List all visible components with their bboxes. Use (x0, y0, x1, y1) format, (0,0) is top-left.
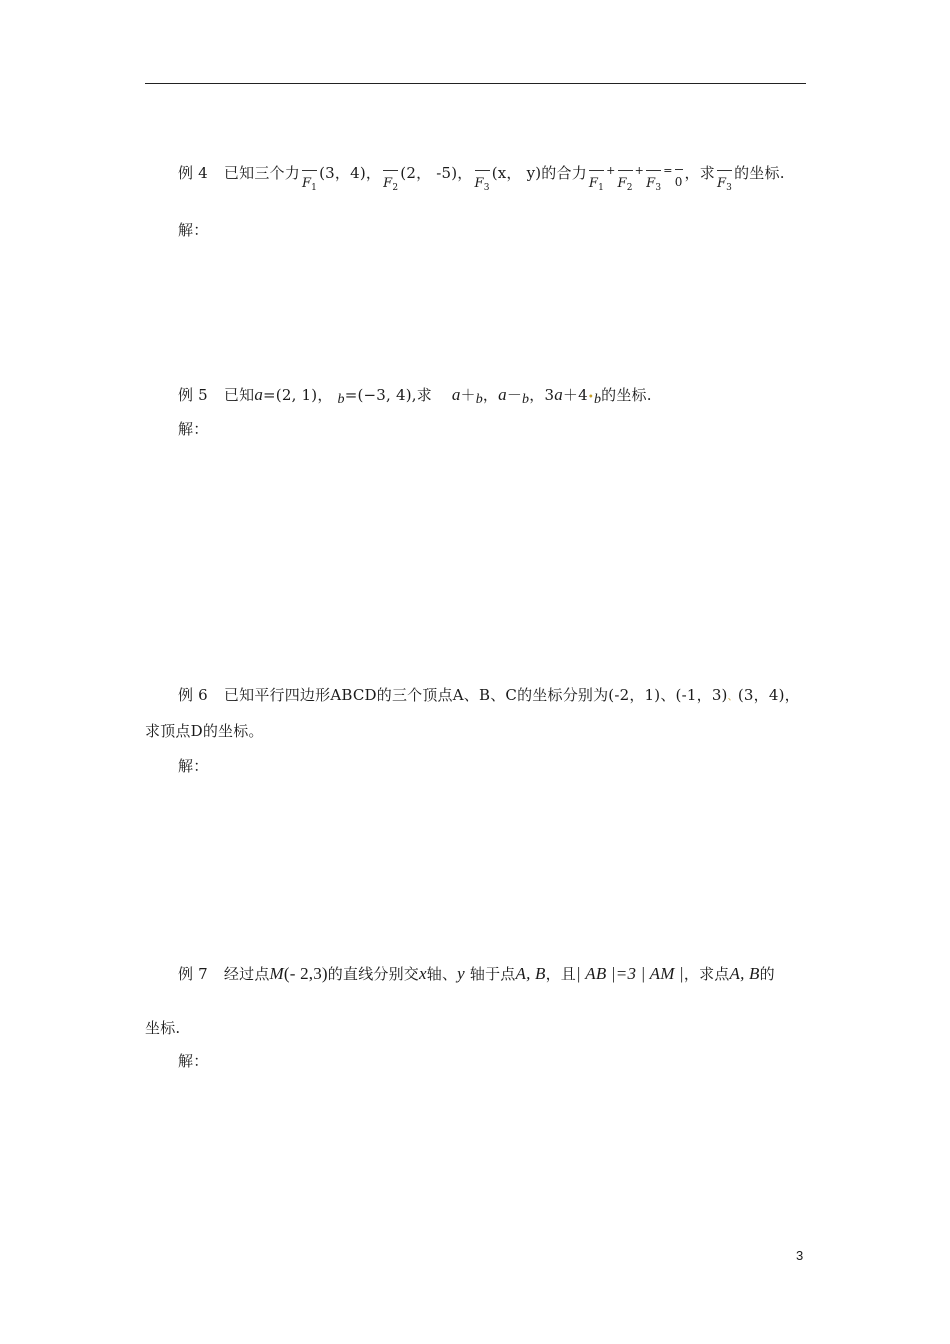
vector-f2-sum: $F_2$ (616, 174, 635, 198)
decorative-dot: • (587, 392, 594, 403)
header-rule (145, 83, 806, 84)
vector-f1: $F_1$ (300, 174, 319, 198)
decorative-dot: 、 (727, 692, 738, 703)
vector-f2: $F_2$ (381, 174, 400, 198)
example-6-statement-line1: 例 6 已知平行四边形ABCD的三个顶点A、B、C的坐标分别为(-2，1)、(-1，3)、(3，4)， (178, 686, 800, 704)
example-7-statement-line1: 例 7 经过点M(- 2,3)的直线分别交x轴、y 轴于点A, B，且| AB |=3 | AM |，求点A, B的 (178, 964, 775, 983)
example-5-statement: 例 5 已知a=(2, 1)， b=(−3, 4),求 a＋b，a－b，3a＋4•b的坐标. (178, 385, 652, 407)
zero-vector: 0 (673, 172, 685, 192)
example-6-label: 例 6 (178, 686, 208, 704)
vector-f3-sum: $F_3$ (644, 174, 663, 198)
example-6-statement-line2: 求顶点D的坐标。 (145, 722, 264, 740)
example-7-solution-label: 解： (178, 1052, 209, 1070)
example-4-label: 例 4 (178, 164, 208, 182)
example-7-label: 例 7 (178, 965, 208, 983)
page-number: 3 (796, 1248, 804, 1263)
example-4-statement: 例 4 已知三个力$F_1(3$，4)，$F_2(2$， -5)，$F_3(x$， y)的合力$F_1^+F_2^+F_3^=0$ ，求$F_3$的坐标. (178, 161, 785, 198)
example-4-solution-label: 解： (178, 221, 209, 239)
vector-f1-sum: $F_1$ (587, 174, 606, 198)
vector-f3: $F_3$ (473, 174, 492, 198)
vector-f3-target: $F_3$ (715, 174, 734, 198)
example-5-label: 例 5 (178, 386, 208, 404)
example-5-solution-label: 解： (178, 420, 209, 438)
example-7-statement-line2: 坐标. (145, 1019, 181, 1037)
example-6-solution-label: 解： (178, 757, 209, 775)
